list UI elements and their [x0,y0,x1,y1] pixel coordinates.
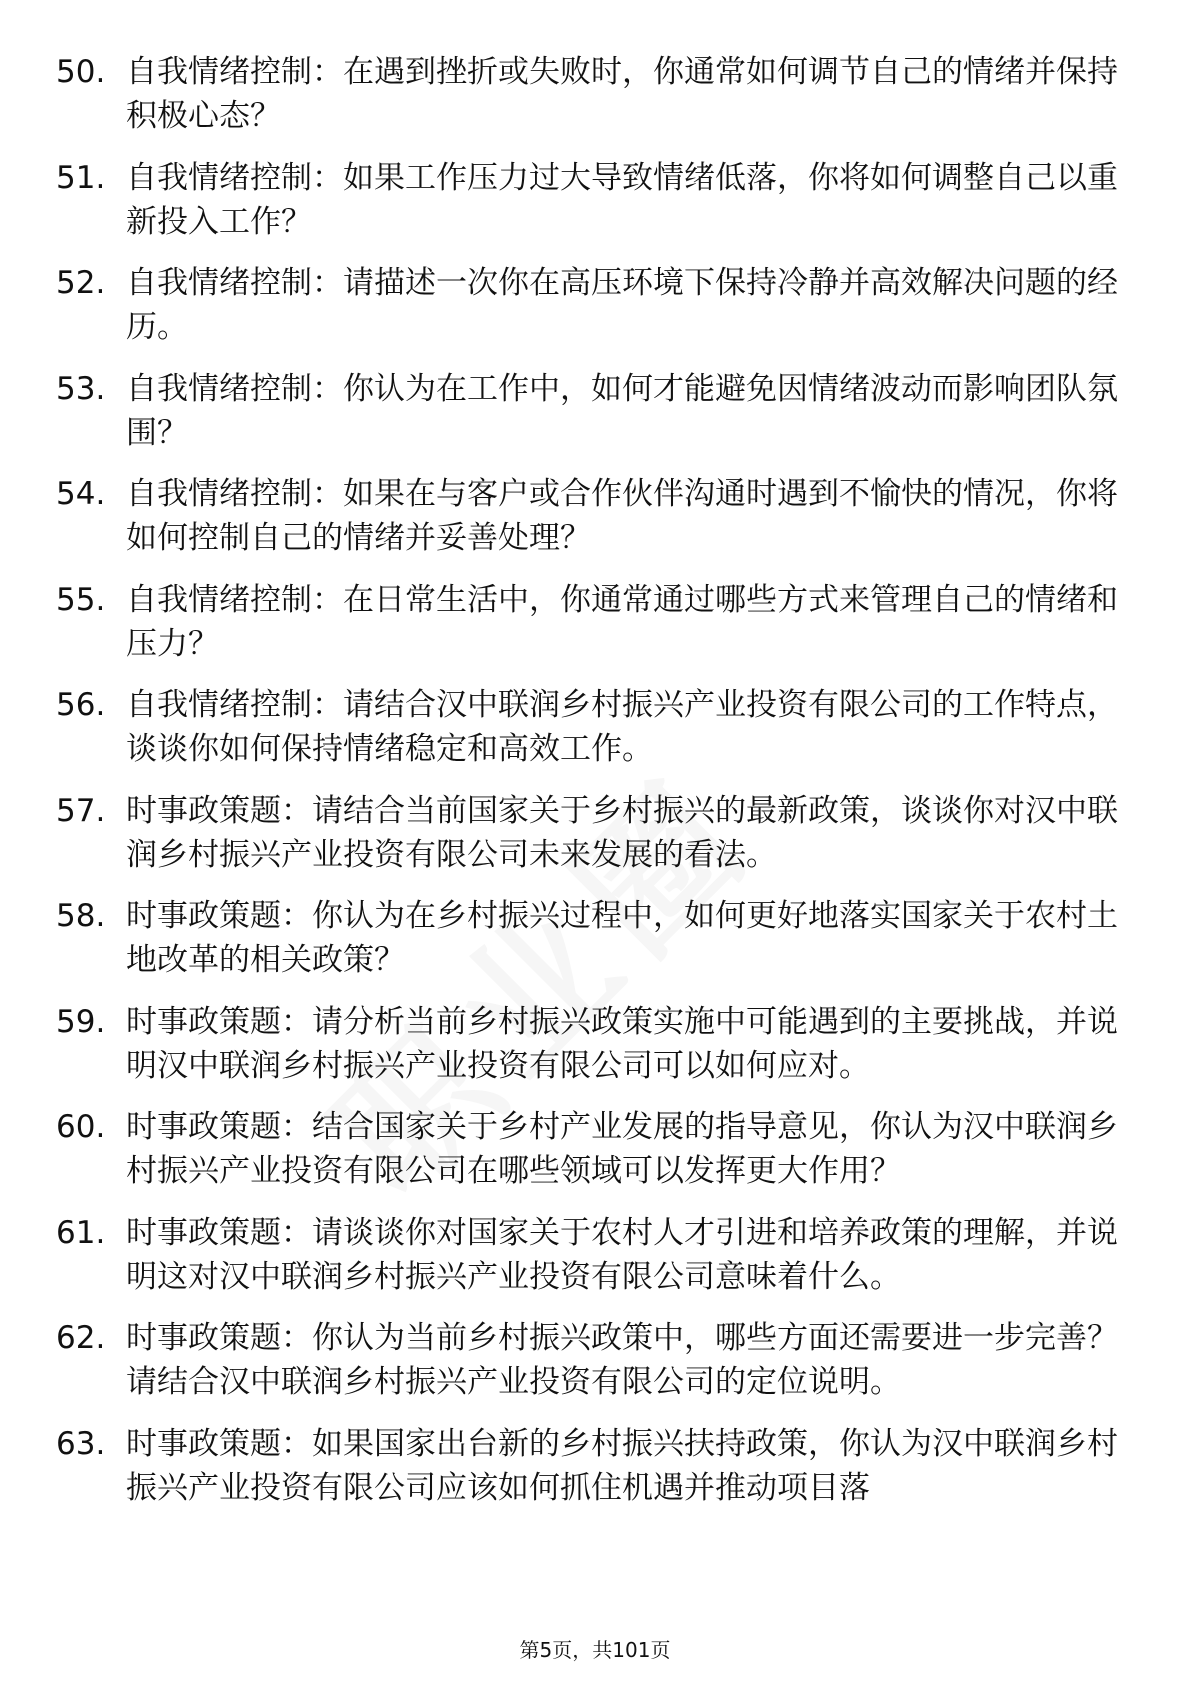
question-text: 自我情绪控制：请结合汉中联润乡村振兴产业投资有限公司的工作特点，谈谈你如何保持情绪稳定和高效工作。 [126,687,1118,767]
question-text: 时事政策题：如果国家出台新的乡村振兴扶持政策，你认为汉中联润乡村振兴产业投资有限公司应该如何抓住机遇并推动项目落 [126,1425,1118,1506]
question-text: 时事政策题：请谈谈你对国家关于农村人才引进和培养政策的理解，并说明这对汉中联润乡村振兴产业投资有限公司意味着什么。 [126,1214,1118,1295]
question-number: 54. [56,476,106,512]
question-item [56,367,1146,455]
question-item [56,789,1146,877]
question-text: 自我情绪控制：如果工作压力过大导致情绪低落，你将如何调整自己以重新投入工作？ [126,159,1118,240]
question-number: 51. [56,159,106,196]
question-number: 60. [56,1109,106,1145]
question-item [56,261,1146,349]
question-item [56,1211,1146,1299]
question-text: 自我情绪控制：在日常生活中，你通常通过哪些方式来管理自己的情绪和压力？ [126,581,1118,662]
question-text: 自我情绪控制：如果在与客户或合作伙伴沟通时遇到不愉快的情况，你将如何控制自己的情绪并妥善处理？ [126,476,1118,556]
question-item [56,578,1146,666]
question-item [56,1316,1146,1404]
question-item [56,50,1146,138]
question-number: 63. [56,1425,106,1462]
question-item [56,156,1146,244]
question-text: 时事政策题：请分析当前乡村振兴政策实施中可能遇到的主要挑战，并说明汉中联润乡村振兴产业投资有限公司可以如何应对。 [126,1003,1118,1084]
question-item [56,683,1146,771]
question-number: 61. [56,1214,106,1251]
question-text: 时事政策题：你认为在乡村振兴过程中，如何更好地落实国家关于农村土地改革的相关政策？ [126,898,1118,978]
question-number: 58. [56,898,106,934]
question-item [56,472,1146,560]
question-number: 56. [56,687,106,723]
question-list [56,50,1146,1527]
question-text: 自我情绪控制：你认为在工作中，如何才能避免因情绪波动而影响团队氛围？ [126,370,1118,451]
question-item [56,894,1146,982]
question-text: 时事政策题：结合国家关于乡村产业发展的指导意见，你认为汉中联润乡村振兴产业投资有限公司在哪些领域可以发挥更大作用？ [126,1109,1118,1189]
page-footer: 第5页，共101页 [519,1638,671,1662]
question-number: 55. [56,581,106,618]
question-number: 52. [56,265,106,301]
question-number: 57. [56,792,106,829]
question-text: 时事政策题：请结合当前国家关于乡村振兴的最新政策，谈谈你对汉中联润乡村振兴产业投资有限公司未来发展的看法。 [126,792,1118,873]
question-item [56,1000,1146,1088]
question-item [56,1105,1146,1193]
question-number: 62. [56,1320,106,1356]
question-text: 时事政策题：你认为当前乡村振兴政策中，哪些方面还需要进一步完善？请结合汉中联润乡村振兴产业投资有限公司的定位说明。 [126,1320,1118,1400]
question-item [56,1422,1146,1510]
question-number: 59. [56,1003,106,1040]
question-number: 53. [56,370,106,407]
question-text: 自我情绪控制：在遇到挫折或失败时，你通常如何调节自己的情绪并保持积极心态？ [126,54,1118,134]
question-number: 50. [56,54,106,90]
question-text: 自我情绪控制：请描述一次你在高压环境下保持冷静并高效解决问题的经历。 [126,265,1118,345]
